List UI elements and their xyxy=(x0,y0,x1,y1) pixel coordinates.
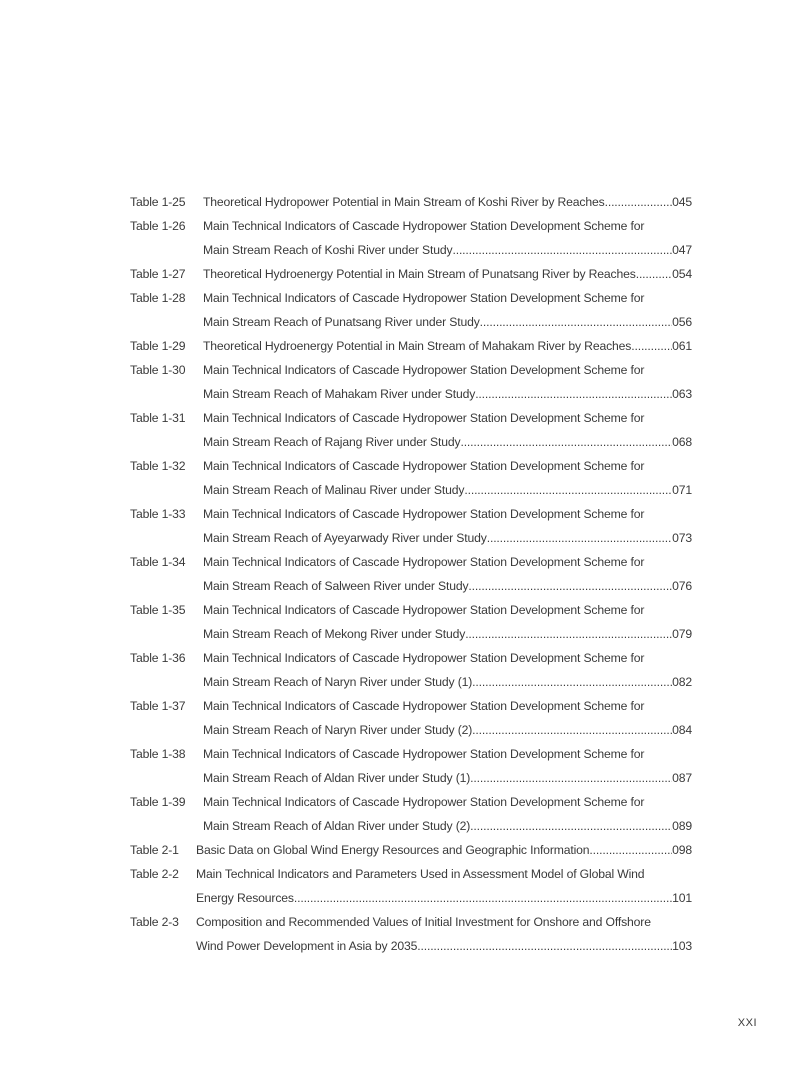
toc-entry[interactable] xyxy=(130,790,692,838)
toc-entry[interactable] xyxy=(130,358,692,406)
page-number[interactable]: 089 xyxy=(672,819,692,833)
page-number[interactable]: 087 xyxy=(672,771,692,785)
page-number[interactable]: 076 xyxy=(672,579,692,593)
entry-number: Table 1-30 xyxy=(130,363,186,377)
entry-number: Table 1-32 xyxy=(130,459,186,473)
entry-title: Energy Resources xyxy=(196,891,294,905)
toc-entry[interactable] xyxy=(130,646,692,694)
entry-last-line xyxy=(196,934,692,958)
entry-title-line: Main Technical Indicators of Cascade Hydropower Station Development Scheme for xyxy=(203,291,645,305)
entry-title: Main Stream Reach of Naryn River under Study (2) xyxy=(203,723,473,737)
entry-title: Theoretical Hydropower Potential in Main Stream of Koshi River by Reaches xyxy=(203,195,605,209)
toc-entry[interactable] xyxy=(130,694,692,742)
entry-title-line: Main Technical Indicators of Cascade Hydropower Station Development Scheme for xyxy=(203,603,645,617)
entry-number: Table 1-31 xyxy=(130,411,186,425)
entry-last-line xyxy=(203,670,692,694)
entry-number: Table 2-3 xyxy=(130,915,179,929)
entry-title: Theoretical Hydroenergy Potential in Main Stream of Punatsang River by Reaches xyxy=(203,267,636,281)
page-number[interactable]: 068 xyxy=(672,435,692,449)
entry-title: Main Stream Reach of Malinau River under Study xyxy=(203,483,465,497)
entry-body xyxy=(203,406,692,454)
toc-entry[interactable] xyxy=(130,286,692,334)
entry-body xyxy=(203,646,692,694)
page-number[interactable]: 063 xyxy=(672,387,692,401)
entry-body xyxy=(203,286,692,334)
entry-last-line xyxy=(203,262,692,286)
page-number[interactable]: 103 xyxy=(672,939,692,953)
entry-title-line: Main Technical Indicators of Cascade Hydropower Station Development Scheme for xyxy=(203,555,645,569)
page-number[interactable]: 082 xyxy=(672,675,692,689)
entry-last-line xyxy=(203,766,692,790)
entry-number: Table 1-26 xyxy=(130,219,186,233)
entry-title: Theoretical Hydroenergy Potential in Main Stream of Mahakam River by Reaches xyxy=(203,339,632,353)
dot-leader xyxy=(472,670,672,694)
toc-entry[interactable] xyxy=(130,862,692,910)
entry-title-line: Main Technical Indicators of Cascade Hydropower Station Development Scheme for xyxy=(203,795,645,809)
entry-title-line: Main Technical Indicators of Cascade Hydropower Station Development Scheme for xyxy=(203,699,645,713)
entry-body xyxy=(203,358,692,406)
entry-last-line xyxy=(196,838,692,862)
entry-last-line xyxy=(203,238,692,262)
entry-last-line xyxy=(196,886,692,910)
dot-leader xyxy=(417,934,672,958)
entry-title-line: Main Technical Indicators of Cascade Hydropower Station Development Scheme for xyxy=(203,747,645,761)
entry-body xyxy=(203,502,692,550)
entry-number: Table 1-35 xyxy=(130,603,186,617)
page-folio: XXI xyxy=(737,1017,757,1029)
entry-title: Main Stream Reach of Aldan River under Study (1) xyxy=(203,771,471,785)
entry-title: Wind Power Development in Asia by 2035 xyxy=(196,939,418,953)
dot-leader xyxy=(487,526,672,550)
entry-title-line: Main Technical Indicators of Cascade Hydropower Station Development Scheme for xyxy=(203,363,645,377)
entry-body xyxy=(196,862,692,910)
page-number[interactable]: 079 xyxy=(672,627,692,641)
entry-body xyxy=(203,598,692,646)
dot-leader xyxy=(464,478,672,502)
dot-leader xyxy=(465,622,672,646)
entry-last-line xyxy=(203,622,692,646)
toc-entry[interactable] xyxy=(130,454,692,502)
page-number[interactable]: 071 xyxy=(672,483,692,497)
entry-title-line: Main Technical Indicators of Cascade Hydropower Station Development Scheme for xyxy=(203,651,645,665)
dot-leader xyxy=(589,838,672,862)
entry-body xyxy=(203,790,692,838)
dot-leader xyxy=(460,430,672,454)
entry-title: Basic Data on Global Wind Energy Resources and Geographic Information xyxy=(196,843,590,857)
page-number[interactable]: 047 xyxy=(672,243,692,257)
dot-leader xyxy=(475,382,672,406)
dot-leader xyxy=(470,766,672,790)
entry-title: Main Stream Reach of Naryn River under Study (1) xyxy=(203,675,473,689)
toc-entry[interactable] xyxy=(130,838,692,862)
table-of-contents xyxy=(130,190,692,958)
dot-leader xyxy=(472,718,672,742)
entry-body xyxy=(203,454,692,502)
entry-number: Table 1-27 xyxy=(130,267,186,281)
entry-last-line xyxy=(203,574,692,598)
entry-body xyxy=(203,190,692,214)
entry-body xyxy=(203,742,692,790)
dot-leader xyxy=(631,334,672,358)
entry-number: Table 1-33 xyxy=(130,507,186,521)
entry-title-line: Main Technical Indicators and Parameters Used in Assessment Model of Global Wind xyxy=(196,867,645,881)
entry-title: Main Stream Reach of Mahakam River under Study xyxy=(203,387,476,401)
toc-entry[interactable] xyxy=(130,910,692,958)
entry-number: Table 1-25 xyxy=(130,195,186,209)
entry-title: Main Stream Reach of Mekong River under Study xyxy=(203,627,466,641)
entry-number: Table 1-28 xyxy=(130,291,186,305)
entry-title: Main Stream Reach of Aldan River under Study (2) xyxy=(203,819,471,833)
entry-last-line xyxy=(203,814,692,838)
dot-leader xyxy=(452,238,672,262)
entry-number: Table 1-29 xyxy=(130,339,186,353)
toc-entry[interactable] xyxy=(130,502,692,550)
toc-entry[interactable] xyxy=(130,214,692,262)
page-number[interactable]: 054 xyxy=(672,267,692,281)
entry-number: Table 1-38 xyxy=(130,747,186,761)
entry-title-line: Main Technical Indicators of Cascade Hydropower Station Development Scheme for xyxy=(203,507,645,521)
entry-body xyxy=(203,694,692,742)
entry-body xyxy=(203,262,692,286)
dot-leader xyxy=(605,190,673,214)
entry-number: Table 1-39 xyxy=(130,795,186,809)
entry-title: Main Stream Reach of Koshi River under Study xyxy=(203,243,453,257)
entry-title: Main Stream Reach of Ayeyarwady River under Study xyxy=(203,531,487,545)
entry-title-line: Main Technical Indicators of Cascade Hydropower Station Development Scheme for xyxy=(203,411,645,425)
entry-number: Table 2-1 xyxy=(130,843,179,857)
page-number[interactable]: 073 xyxy=(672,531,692,545)
page-number[interactable]: 045 xyxy=(672,195,692,209)
entry-number: Table 1-34 xyxy=(130,555,186,569)
toc-entry[interactable] xyxy=(130,262,692,286)
page-number[interactable]: 056 xyxy=(672,315,692,329)
entry-last-line xyxy=(203,310,692,334)
entry-title: Main Stream Reach of Rajang River under Study xyxy=(203,435,461,449)
entry-last-line xyxy=(203,478,692,502)
entry-body xyxy=(203,334,692,358)
page-number[interactable]: 061 xyxy=(672,339,692,353)
dot-leader xyxy=(294,886,672,910)
entry-body xyxy=(196,910,692,958)
entry-last-line xyxy=(203,334,692,358)
page-number[interactable]: 098 xyxy=(672,843,692,857)
entry-last-line xyxy=(203,382,692,406)
toc-entry[interactable] xyxy=(130,598,692,646)
toc-entry[interactable] xyxy=(130,190,692,214)
entry-last-line xyxy=(203,190,692,214)
entry-last-line xyxy=(203,526,692,550)
entry-number: Table 1-37 xyxy=(130,699,186,713)
dot-leader xyxy=(480,310,672,334)
entry-title-line: Main Technical Indicators of Cascade Hydropower Station Development Scheme for xyxy=(203,459,645,473)
dot-leader xyxy=(636,262,672,286)
toc-entry[interactable] xyxy=(130,406,692,454)
entry-body xyxy=(203,214,692,262)
entry-body xyxy=(196,838,692,862)
entry-title-line: Composition and Recommended Values of Initial Investment for Onshore and Offshore xyxy=(196,915,651,929)
entry-number: Table 2-2 xyxy=(130,867,179,881)
page-number[interactable]: 101 xyxy=(672,891,692,905)
page-number[interactable]: 084 xyxy=(672,723,692,737)
entry-title-line: Main Technical Indicators of Cascade Hydropower Station Development Scheme for xyxy=(203,219,645,233)
entry-last-line xyxy=(203,430,692,454)
entry-title: Main Stream Reach of Salween River under Study xyxy=(203,579,469,593)
toc-entry[interactable] xyxy=(130,550,692,598)
entry-body xyxy=(203,550,692,598)
dot-leader xyxy=(470,814,672,838)
toc-entry[interactable] xyxy=(130,334,692,358)
toc-entry[interactable] xyxy=(130,742,692,790)
entry-title: Main Stream Reach of Punatsang River under Study xyxy=(203,315,480,329)
dot-leader xyxy=(468,574,672,598)
entry-last-line xyxy=(203,718,692,742)
entry-number: Table 1-36 xyxy=(130,651,186,665)
